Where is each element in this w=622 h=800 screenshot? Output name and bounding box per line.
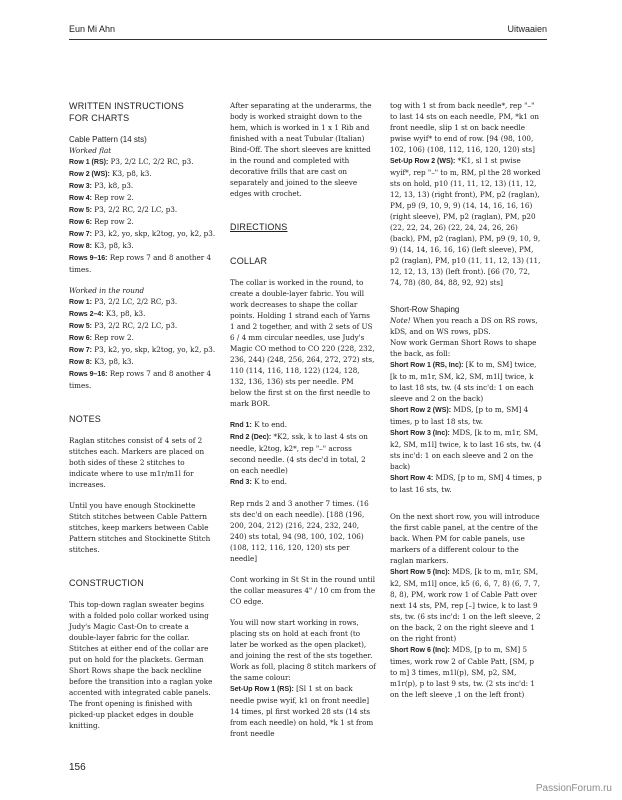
flat-row: Row 3: P3, k8, p3. [69, 181, 134, 190]
cable-pattern-title: Cable Pattern (14 sts) [69, 135, 147, 144]
header-rule [69, 39, 547, 40]
flat-row: Rows 9–16: Rep rows 7 and 8 another 4 times. [69, 253, 212, 274]
flat-row: Row 5: P3, 2/2 RC, 2/2 LC, p3. [69, 205, 178, 214]
written-instructions-title: WRITTEN INSTRUCTIONS FOR CHARTS [69, 101, 184, 123]
flat-row: Row 1 (RS): P3, 2/2 LC, 2/2 RC, p3. [69, 157, 194, 166]
notes-title: NOTES [69, 414, 102, 424]
column-right [390, 100, 542, 700]
short-row: Short Row 1 (RS, Inc): [K to m, SM] twice, [k to m, m1r, SM, k2, SM, m1l] twice, k to last 18 sts, tw. (4 sts inc'd: 1 on each sleeve and 2 on the back) [390, 360, 537, 403]
flat-row: Row 6: Rep row 2. [69, 217, 134, 226]
round-rows [69, 296, 216, 391]
short-row: Short Row 3 (Inc): MDS, [k to m, m1r, SM, k2, SM, m1l] twice, k to last 16 sts, tw. (4 sts inc'd: 1 on each sleeve and 2 on the back) [390, 428, 542, 471]
round-row: Row 7: P3, k2, yo, skp, k2tog, yo, k2, p3. [69, 345, 216, 354]
short-row: Short Row 4: MDS, [p to m, SM] 4 times, p to last 16 sts, tw. [390, 473, 542, 494]
directions-title: DIRECTIONS [230, 222, 288, 232]
round-row: Row 6: Rep row 2. [69, 333, 134, 342]
collar-paragraph: The collar is worked in the round, to create a double-layer fabric. You will work decreases to shape the collar points. Holding 1 strand each of Yarns 1 and 2 together, and with 2 sets of US 6 / 4 mm circular needles, use Judy's Magic CO method to CO 220 (228, 232, 236, 244) (248, 256, 264, 272, 272) sts, 110 (114, 116, 118, 122) (124, 128, 132, 136, 136) sts per needle. PM below the first st on the first needle to mark BOR. [230, 278, 375, 408]
cable-panel-paragraph: On the next short row, you will introduce the first cable panel, at the centre of the back. When PM for cable panels, use markers of a different colour to the raglan markers. [390, 512, 540, 565]
short-row-shaping-title: Short-Row Shaping [390, 305, 460, 314]
setup-row-1: Set-Up Row 1 (RS): [Sl 1 st on back needle pwise wyif, k1 on front needle] 14 times, pl first worked 28 sts (14 sts from each needle) on hold, *k 1 st from front needle [230, 684, 374, 738]
round-row: Row 1: P3, 2/2 LC, 2/2 RC, p3. [69, 297, 178, 306]
column-middle [230, 100, 376, 739]
setup-row-2: Set-Up Row 2 (WS): *K1, sl 1 st pwise wyif*, rep "–" to m, RM, pl the 28 worked sts on hold, p10 (11, 11, 12, 13) (11, 12, 12, 13, 13) (right front), PM, p2 (raglan), PM, p9 (9, 10, 9, 9) (14, 14, 16, 16, 16) (right sleeve), PM, p2 (raglan), PM, p20 (22, 22, 24, 26) (22, 24, 24, 26, 26) (back), PM, p2 (raglan), PM, p9 (9, 10, 9, 9) (14, 14, 16, 16, 16) (left sleeve), PM, p2 (raglan), PM, p10 (11, 11, 12, 13) (11, 12, 12, 13, 13) (left front). [66 (70, 72, 74, 78) (80, 84, 88, 92, 92) sts] [390, 156, 541, 287]
flat-row: Row 2 (WS): K3, p8, k3. [69, 169, 152, 178]
watermark: PassionForum.ru [535, 783, 612, 794]
round-instruction: Rnd 3: K to end. [230, 477, 287, 486]
german-short-rows-paragraph: Now work German Short Rows to shape the back, as foll: [390, 338, 537, 358]
short-row-6: Short Row 6 (Inc): MDS, [p to m, SM] 5 times, work row 2 of Cable Patt, [SM, p to m] 3 times, m1l(p), SM, p2, SM, m1r(p), p to last 9 sts, tw. (2 sts inc'd: 1 on the left sleeve ,1 on the left front) [390, 645, 535, 699]
notes-paragraph: Raglan stitches consist of 4 sets of 2 stitches each. Markers are placed on both sides of these 2 stitches to indicate where to use m1r/m1l for increases. [69, 436, 205, 489]
round-row: Rows 2–4: K3, p8, k3. [69, 309, 146, 318]
flat-row: Row 7: P3, k2, yo, skp, k2tog, yo, k2, p3. [69, 229, 216, 238]
repeat-paragraph: Rep rnds 2 and 3 another 7 times. (16 sts dec'd on each needle). [188 (196, 200, 204, 212) (216, 224, 232, 240, 240) sts total, 94 (98, 100, 102, 106) (108, 112, 116, 120, 120) sts per needle] [230, 499, 369, 563]
round-instruction: Rnd 2 (Dec): *K2, ssk, k to last 4 sts on needle, k2tog, k2*, rep "–" across second needle. (4 sts dec'd in total, 2 on each needle) [230, 432, 368, 475]
round-instruction: Rnd 1: K to end. [230, 420, 287, 429]
rows-paragraph: You will now start working in rows, placing sts on hold at each front (to later be worked as the open placket), and joining the rest of the sts together. Work as foll, placing 8 stitch markers of the same colour: [230, 618, 376, 682]
intro-paragraph: After separating at the underarms, the body is worked straight down to the hem, which is worked in 1 x 1 Rib and finished with a neat Tubular (Italian) Bind-Off. The short sleeves are knitted in the round and completed with decorative frills that are cast on separately and joined to the sleeve edges with crochet. [230, 101, 372, 198]
flat-rows [69, 156, 216, 275]
short-row: Short Row 2 (WS): MDS, [p to m, SM] 4 times, p to last 18 sts, tw. [390, 405, 529, 426]
construction-paragraph: This top-down raglan sweater begins with a folded polo collar worked using Judy's Magic Cast-On to create a double-layer fabric for the collar. Stitches at either end of the collar are put on hold for the plackets. German Short Rows shape the back neckline before the transition into a raglan yoke accented with integrated cable panels. The front opening is finished with picked-up placket edges in double knitting. [69, 600, 213, 730]
worked-flat-label: Worked flat [69, 146, 112, 155]
round-row: Rows 9–16: Rep rows 7 and 8 another 4 times. [69, 369, 212, 390]
header-title: Uitwaaien [507, 24, 547, 34]
page-number: 156 [69, 762, 86, 773]
round-row: Row 8: K3, p8, k3. [69, 357, 134, 366]
continue-paragraph: Cont working in St St in the round until the collar measures 4" / 10 cm from the CO edge. [230, 575, 376, 606]
collar-title: COLLAR [230, 256, 268, 266]
construction-title: CONSTRUCTION [69, 578, 144, 588]
note-paragraph: Note! When you reach a DS on RS rows, kDS, and on WS rows, pDS. [390, 316, 538, 336]
round-row: Row 5: P3, 2/2 RC, 2/2 LC, p3. [69, 321, 178, 330]
header-author: Eun Mi Ahn [69, 24, 116, 34]
column-left [69, 100, 216, 731]
flat-row: Row 4: Rep row 2. [69, 193, 134, 202]
flat-row: Row 8: K3, p8, k3. [69, 241, 134, 250]
notes-paragraph: Until you have enough Stockinette Stitch stitches between Cable Pattern stitches, keep markers between Cable Pattern stitches and Stockinette Stitch stitches. [69, 501, 211, 554]
short-row-5: Short Row 5 (Inc): MDS, [k to m, m1r, SM, k2, SM, m1l] once, k5 (6, 6, 7, 8) (6, 7, 7, 8, 8), PM, work row 1 of Cable Patt over next 14 sts, PM, rep [–] twice, k to last 9 sts, tw. (6 sts inc'd: 1 on the left sleeve, 2 on the back, 2 on the right sleeve and 1 on the right front) [390, 567, 541, 643]
worked-round-label: Worked in the round [69, 286, 145, 295]
setup-row-1-continued: tog with 1 st from back needle*, rep "–" to last 14 sts on each needle, PM, *k1 on front needle, slip 1 st on back needle pwise wyif* to end of row. [94 (98, 100, 102, 106) (108, 112, 116, 120, 120) sts] [390, 101, 540, 154]
